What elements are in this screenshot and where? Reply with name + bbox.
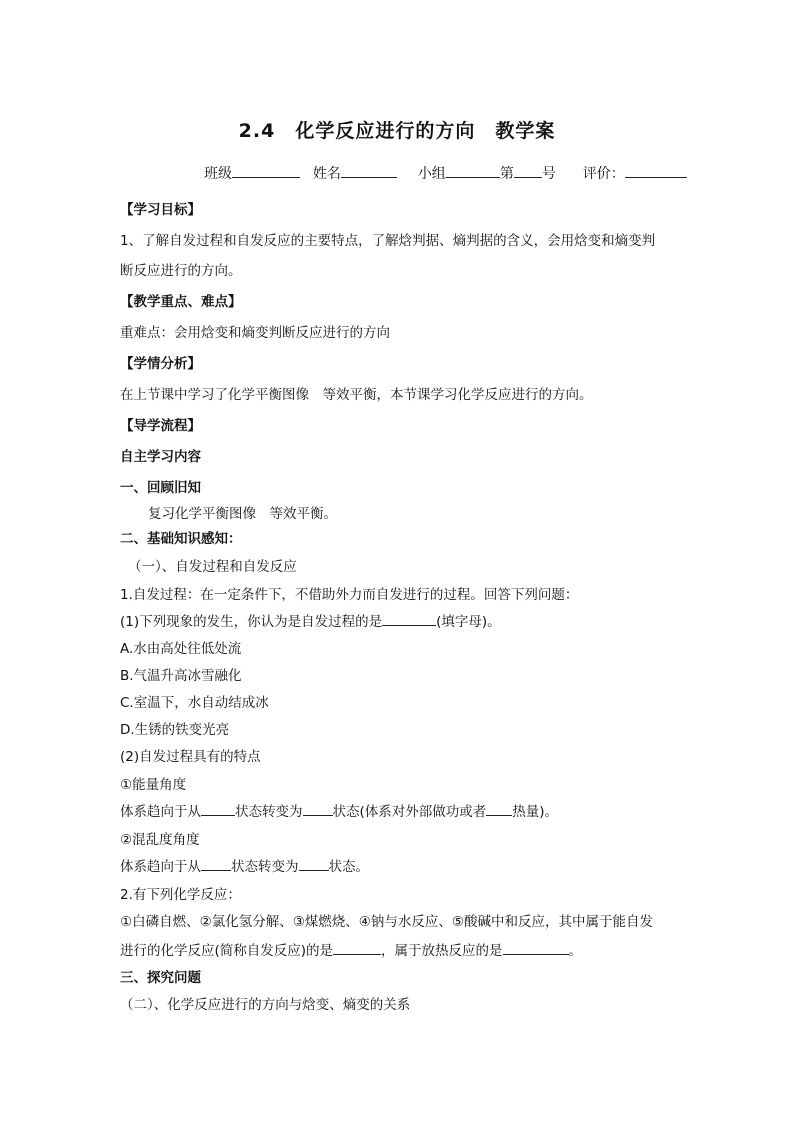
keypoints-text: 重难点：会用焓变和熵变判断反应进行的方向 bbox=[120, 325, 390, 341]
reactions-line-1: ①白磷自燃、②氯化氢分解、③煤燃烧、④钠与水反应、⑤酸碱中和反应，其中属于能自发 bbox=[120, 914, 654, 930]
class-label: 班级 bbox=[204, 166, 232, 182]
energy-text-4: 热量)。 bbox=[512, 804, 559, 820]
sub1-heading: （一）、自发过程和自发反应 bbox=[128, 559, 297, 575]
disorder-text-2: 状态转变为 bbox=[231, 859, 299, 875]
disorder-line bbox=[120, 855, 369, 875]
sub2-heading: （二）、化学反应进行的方向与焓变、熵变的关系 bbox=[120, 997, 411, 1013]
reactions-text-2: ，属于放热反应的是 bbox=[381, 943, 503, 959]
student-info-line bbox=[204, 163, 687, 183]
option-b: B.气温升高冰雪融化 bbox=[120, 668, 242, 684]
energy-text-3: 状态(体系对外部做功或者 bbox=[332, 804, 487, 820]
reactions-line-2 bbox=[120, 939, 582, 959]
energy-blank-1[interactable] bbox=[201, 803, 235, 816]
energy-blank-2[interactable] bbox=[303, 803, 333, 816]
definition-text: 1.自发过程：在一定条件下，不借助外力而自发进行的过程。回答下列问题： bbox=[120, 587, 579, 603]
objectives-line-2: 断反应进行的方向。 bbox=[120, 263, 242, 279]
class-blank[interactable] bbox=[232, 165, 300, 178]
group-label: 小组 bbox=[417, 166, 446, 182]
disorder-blank-2[interactable] bbox=[299, 858, 329, 871]
flow-heading: 【导学流程】 bbox=[120, 418, 201, 434]
number-blank[interactable] bbox=[514, 165, 542, 178]
analysis-heading: 【学情分析】 bbox=[120, 356, 201, 372]
name-label: 姓名 bbox=[312, 166, 341, 182]
group-blank[interactable] bbox=[446, 165, 500, 178]
reactions-text-3: 。 bbox=[568, 943, 583, 959]
self-study-heading: 自主学习内容 bbox=[120, 449, 201, 465]
disorder-blank-1[interactable] bbox=[201, 858, 231, 871]
disorder-text-1: 体系趋向于从 bbox=[120, 859, 201, 875]
eval-blank[interactable] bbox=[625, 165, 687, 178]
page-title: 2.4 化学反应进行的方向 教学案 bbox=[238, 120, 556, 142]
question-1-suffix: (填字母)。 bbox=[436, 614, 501, 630]
keypoints-heading: 【教学重点、难点】 bbox=[120, 294, 242, 310]
reactions-blank-1[interactable] bbox=[333, 942, 381, 955]
energy-line bbox=[120, 800, 558, 820]
energy-text-1: 体系趋向于从 bbox=[120, 804, 201, 820]
objectives-line-1: 1、了解自发过程和自发反应的主要特点，了解焓判据、熵判据的含义，会用焓变和熵变判 bbox=[120, 233, 656, 249]
name-blank[interactable] bbox=[341, 165, 397, 178]
analysis-text: 在上节课中学习了化学平衡图像 等效平衡，本节课学习化学反应进行的方向。 bbox=[120, 387, 593, 403]
explore-heading: 三、探究问题 bbox=[120, 970, 201, 986]
eval-label: 评价： bbox=[582, 166, 625, 182]
objectives-heading: 【学习目标】 bbox=[120, 202, 201, 218]
review-text: 复习化学平衡图像 等效平衡。 bbox=[148, 506, 337, 522]
option-d: D.生锈的铁变光亮 bbox=[120, 722, 230, 738]
basic-heading: 二、基础知识感知： bbox=[120, 531, 242, 547]
number-prefix: 第 bbox=[499, 166, 514, 182]
reactions-text-1: 进行的化学反应(简称自发反应)的是 bbox=[120, 943, 334, 959]
question-1-text: (1)下列现象的发生，你认为是自发过程的是 bbox=[120, 614, 383, 630]
energy-blank-3[interactable] bbox=[486, 803, 512, 816]
option-a: A.水由高处往低处流 bbox=[120, 641, 242, 657]
question-1-blank[interactable] bbox=[382, 613, 436, 626]
review-heading: 一、回顾旧知 bbox=[120, 480, 201, 496]
reactions-heading: 2.有下列化学反应： bbox=[120, 887, 241, 903]
question-1 bbox=[120, 610, 501, 630]
disorder-text-3: 状态。 bbox=[328, 859, 369, 875]
number-suffix: 号 bbox=[541, 166, 556, 182]
option-c: C.室温下，水自动结成冰 bbox=[120, 695, 269, 711]
energy-heading: ①能量角度 bbox=[120, 777, 187, 793]
disorder-heading: ②混乱度角度 bbox=[120, 832, 200, 848]
question-2: (2)自发过程具有的特点 bbox=[120, 749, 261, 765]
reactions-blank-2[interactable] bbox=[503, 942, 569, 955]
energy-text-2: 状态转变为 bbox=[235, 804, 303, 820]
